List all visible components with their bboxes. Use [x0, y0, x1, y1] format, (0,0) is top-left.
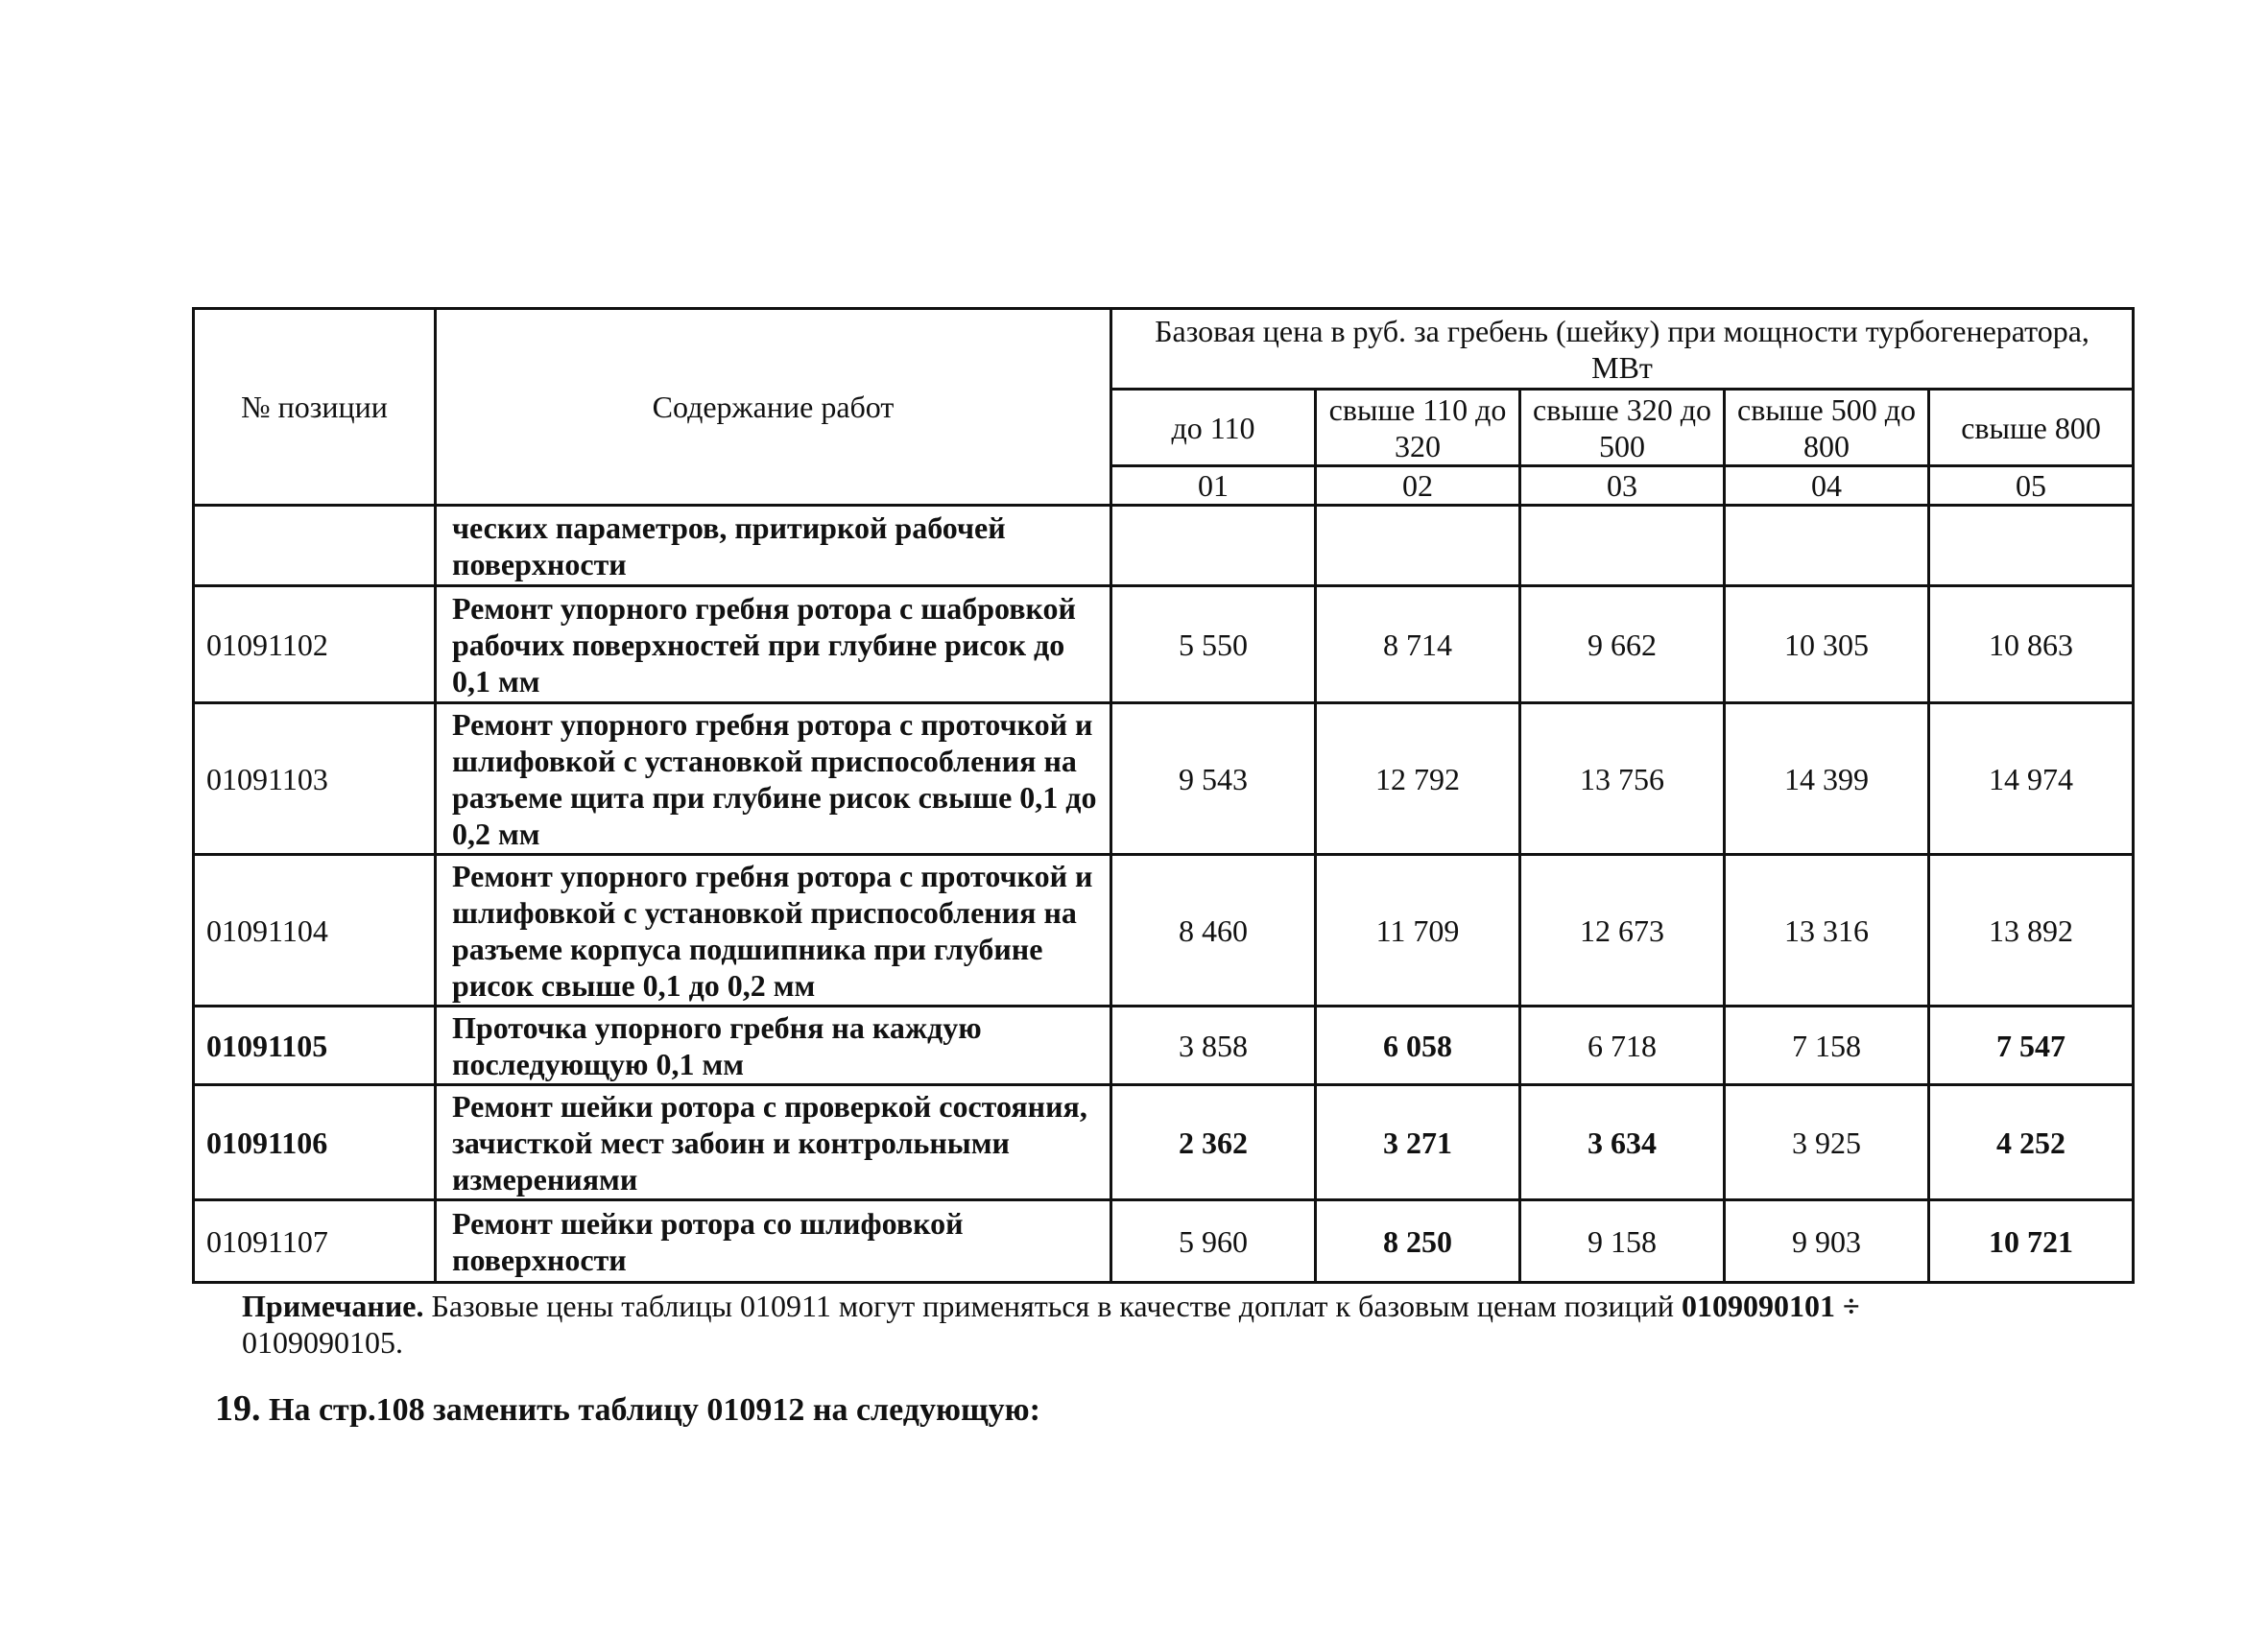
price-cell	[1725, 506, 1929, 586]
work-description: Ремонт упорного гребня ротора с проточкой и шлифовкой с установкой приспособления на разъеме корпуса подшипника при глубине рисок свыше 0,1 до 0,2 мм	[436, 855, 1111, 1007]
position-code: 01091106	[194, 1085, 436, 1200]
table-row	[194, 1200, 2134, 1283]
position-code	[194, 506, 436, 586]
item-number: 19.	[215, 1388, 261, 1429]
table-row	[194, 506, 2134, 586]
position-code: 01091102	[194, 586, 436, 703]
price-cell: 10 305	[1725, 586, 1929, 703]
table-header	[194, 309, 2134, 506]
position-code: 01091105	[194, 1007, 436, 1085]
header-power-range: свыше 110 до 320	[1316, 390, 1520, 466]
price-cell	[1111, 506, 1316, 586]
work-description: ческих параметров, притиркой рабочей поверхности	[436, 506, 1111, 586]
note-range-start: 0109090101 ÷	[1682, 1289, 1860, 1323]
header-col-code: 04	[1725, 466, 1929, 506]
header-position: № позиции	[194, 309, 436, 506]
price-cell: 3 925	[1725, 1085, 1929, 1200]
header-power-range: до 110	[1111, 390, 1316, 466]
header-power-range: свыше 320 до 500	[1520, 390, 1725, 466]
price-cell: 5 960	[1111, 1200, 1316, 1283]
price-cell: 11 709	[1316, 855, 1520, 1007]
table-row	[194, 1007, 2134, 1085]
price-cell: 13 892	[1929, 855, 2134, 1007]
header-power-range: свыше 800	[1929, 390, 2134, 466]
price-cell: 8 460	[1111, 855, 1316, 1007]
price-table	[192, 307, 2135, 1284]
table-row	[194, 586, 2134, 703]
price-cell: 13 756	[1520, 703, 1725, 855]
position-code: 01091107	[194, 1200, 436, 1283]
header-col-code: 01	[1111, 466, 1316, 506]
header-work-content: Содержание работ	[436, 309, 1111, 506]
price-cell: 8 250	[1316, 1200, 1520, 1283]
header-col-code: 03	[1520, 466, 1725, 506]
price-cell: 7 158	[1725, 1007, 1929, 1085]
price-cell: 7 547	[1929, 1007, 2134, 1085]
price-cell: 9 158	[1520, 1200, 1725, 1283]
price-cell: 12 792	[1316, 703, 1520, 855]
table-body	[194, 506, 2134, 1283]
position-code: 01091103	[194, 703, 436, 855]
work-description: Проточка упорного гребня на каждую последующую 0,1 мм	[436, 1007, 1111, 1085]
header-col-code: 05	[1929, 466, 2134, 506]
item-19-instruction	[215, 1389, 1040, 1430]
table-row	[194, 855, 2134, 1007]
price-cell: 6 058	[1316, 1007, 1520, 1085]
work-description: Ремонт упорного гребня ротора с шабровкой рабочих поверхностей при глубине рисок до 0,1 мм	[436, 586, 1111, 703]
price-cell: 13 316	[1725, 855, 1929, 1007]
price-cell: 4 252	[1929, 1085, 2134, 1200]
price-cell: 3 858	[1111, 1007, 1316, 1085]
note-range-end: 0109090105.	[242, 1325, 403, 1360]
price-cell: 3 634	[1520, 1085, 1725, 1200]
price-cell: 5 550	[1111, 586, 1316, 703]
price-cell: 3 271	[1316, 1085, 1520, 1200]
note-label: Примечание.	[242, 1289, 424, 1323]
price-cell: 10 863	[1929, 586, 2134, 703]
note-text: Базовые цены таблицы 010911 могут применяться в качестве доплат к базовым ценам позиций	[423, 1289, 1682, 1323]
work-description: Ремонт шейки ротора со шлифовкой поверхности	[436, 1200, 1111, 1283]
price-cell	[1929, 506, 2134, 586]
work-description: Ремонт упорного гребня ротора с проточкой и шлифовкой с установкой приспособления на разъеме щита при глубине рисок свыше 0,1 до 0,2 мм	[436, 703, 1111, 855]
price-cell	[1520, 506, 1725, 586]
price-cell: 9 903	[1725, 1200, 1929, 1283]
item-text: На стр.108 заменить таблицу 010912 на следующую:	[260, 1392, 1040, 1428]
header-price-group: Базовая цена в руб. за гребень (шейку) при мощности турбогенератора, МВт	[1111, 309, 2134, 390]
table-row	[194, 1085, 2134, 1200]
price-cell: 8 714	[1316, 586, 1520, 703]
position-code: 01091104	[194, 855, 436, 1007]
price-cell: 6 718	[1520, 1007, 1725, 1085]
price-cell: 2 362	[1111, 1085, 1316, 1200]
header-power-range: свыше 500 до 800	[1725, 390, 1929, 466]
price-cell: 14 974	[1929, 703, 2134, 855]
price-cell: 9 543	[1111, 703, 1316, 855]
table-note	[242, 1288, 2133, 1324]
price-cell: 14 399	[1725, 703, 1929, 855]
header-col-code: 02	[1316, 466, 1520, 506]
price-cell	[1316, 506, 1520, 586]
price-cell: 12 673	[1520, 855, 1725, 1007]
table-row	[194, 703, 2134, 855]
work-description: Ремонт шейки ротора с проверкой состояния, зачисткой мест забоин и контрольными измерениями	[436, 1085, 1111, 1200]
price-cell: 10 721	[1929, 1200, 2134, 1283]
price-cell: 9 662	[1520, 586, 1725, 703]
